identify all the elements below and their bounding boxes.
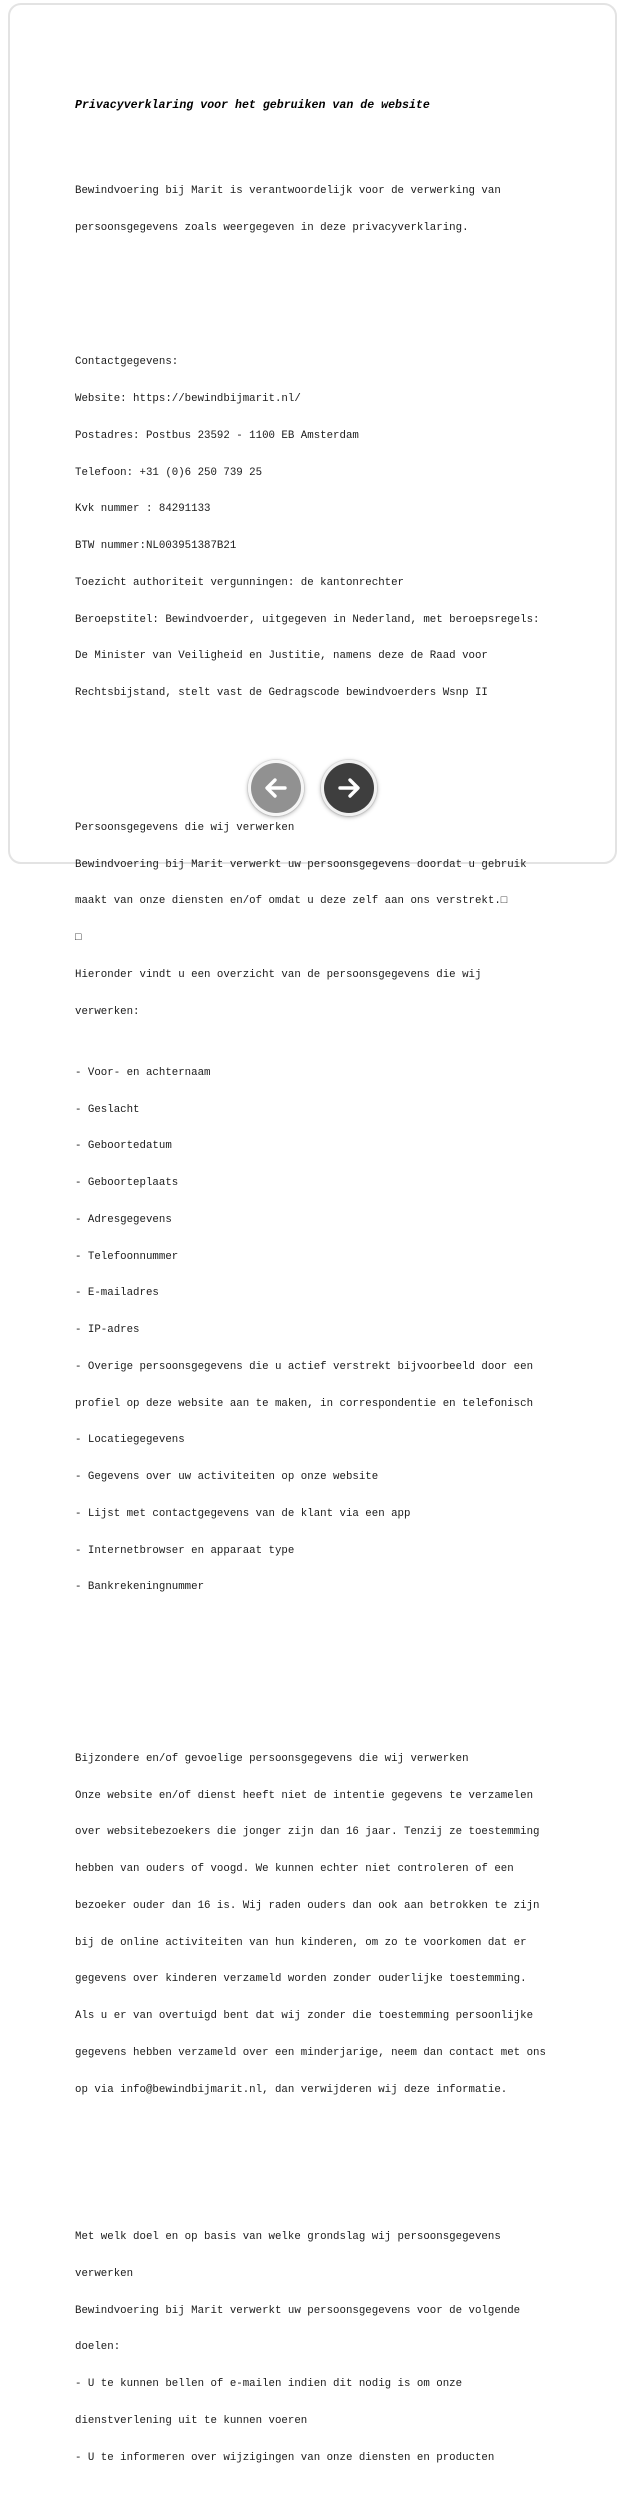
paragraph-line: Bewindvoering bij Marit verwerkt uw persoonsgegevens doordat u gebruik xyxy=(75,858,527,871)
contact-profession: Rechtsbijstand, stelt vast de Gedragscode bewindvoerders Wsnp II xyxy=(75,687,488,699)
list-item: - Locatiegegevens xyxy=(75,1434,185,1447)
paragraph-line: maakt van onze diensten en/of omdat u deze zelf aan ons verstrekt.□ xyxy=(75,895,508,908)
paragraph-line: doelen: xyxy=(75,2341,121,2354)
previous-page-button[interactable] xyxy=(248,760,304,816)
list-item: - Bankrekeningnummer xyxy=(75,1581,205,1594)
spacer xyxy=(75,748,575,760)
arrow-left-icon xyxy=(261,773,291,803)
contact-profession: Beroepstitel: Bewindvoerder, uitgegeven in Nederland, met beroepsregels: xyxy=(75,613,540,626)
paragraph-line: hebben van ouders of voogd. We kunnen echter niet controleren of een xyxy=(75,1863,514,1875)
list-item: profiel op deze website aan te maken, in correspondentie en telefonisch xyxy=(75,1397,534,1410)
arrow-right-icon xyxy=(334,773,364,803)
list-item: - Voor- en achternaam xyxy=(75,1066,211,1079)
paragraph-line: □ xyxy=(75,932,82,944)
contact-website: Website: https://bewindbijmarit.nl/ xyxy=(75,393,301,405)
spacer xyxy=(75,283,575,295)
contact-profession: De Minister van Veiligheid en Justitie, namens deze de Raad voor xyxy=(75,650,488,663)
purposes-section xyxy=(75,2207,575,2489)
spacer xyxy=(75,1667,575,1692)
next-page-button[interactable] xyxy=(321,760,377,816)
paragraph-line: op via info@bewindbijmarit.nl, dan verwijderen wij deze informatie. xyxy=(75,2083,508,2096)
contact-kvk: Kvk nummer : 84291133 xyxy=(75,503,211,516)
list-item: - IP-adres xyxy=(75,1324,140,1336)
paragraph-line: over websitebezoekers die jonger zijn dan 16 jaar. Tenzij ze toestemming xyxy=(75,1826,540,1839)
list-item: dienstverlening uit te kunnen voeren xyxy=(75,2414,308,2427)
intro-section xyxy=(75,160,575,258)
intro-line: Bewindvoering bij Marit is verantwoordelijk voor de verwerking van xyxy=(75,184,501,197)
list-item: - Adresgegevens xyxy=(75,1213,172,1226)
section-heading: verwerken xyxy=(75,2267,134,2280)
list-item: - E-mailadres xyxy=(75,1287,159,1300)
personal-data-section xyxy=(75,797,575,1642)
spacer xyxy=(75,2145,575,2170)
sensitive-data-section xyxy=(75,1728,575,2120)
list-item: - U te kunnen bellen of e-mailen indien dit nodig is om onze xyxy=(75,2378,463,2390)
privacy-document xyxy=(75,74,575,2501)
contact-section xyxy=(75,332,575,724)
list-item: - U te informeren over wijzigingen van onze diensten en producten xyxy=(75,2451,495,2464)
list-item: - Telefoonnummer xyxy=(75,1250,179,1263)
paragraph-line: gegevens over kinderen verzameld worden zonder ouderlijke toestemming. xyxy=(75,1973,527,1986)
paragraph-line: verwerken: xyxy=(75,1005,140,1018)
list-item: - Geboortedatum xyxy=(75,1140,172,1153)
list-item: - Internetbrowser en apparaat type xyxy=(75,1544,295,1557)
personal-data-list xyxy=(75,1042,575,1618)
paragraph-line: gegevens hebben verzameld over een minderjarige, neem dan contact met ons xyxy=(75,2046,546,2059)
section-heading: Persoonsgegevens die wij verwerken xyxy=(75,821,295,834)
paragraph-line: Hieronder vindt u een overzicht van de persoonsgegevens die wij xyxy=(75,968,482,981)
section-heading: Met welk doel en op basis van welke grondslag wij persoonsgegevens xyxy=(75,2231,501,2243)
paragraph-line: Bewindvoering bij Marit verwerkt uw persoonsgegevens voor de volgende xyxy=(75,2304,521,2317)
list-item: - Lijst met contactgegevens van de klant via een app xyxy=(75,1507,411,1520)
contact-address: Postadres: Postbus 23592 - 1100 EB Amsterdam xyxy=(75,429,359,442)
list-item: - Geslacht xyxy=(75,1103,140,1116)
intro-line: persoonsgegevens zoals weergegeven in deze privacyverklaring. xyxy=(75,221,469,234)
section-heading: Bijzondere en/of gevoelige persoonsgegevens die wij verwerken xyxy=(75,1752,469,1765)
list-item: - Overige persoonsgegevens die u actief verstrekt bijvoorbeeld door een xyxy=(75,1360,534,1373)
contact-phone: Telefoon: +31 (0)6 250 739 25 xyxy=(75,466,263,479)
document-title: Privacyverklaring voor het gebruiken van de website xyxy=(75,98,430,112)
list-item: - Geboorteplaats xyxy=(75,1177,179,1189)
paragraph-line: Als u er van overtuigd bent dat wij zonder die toestemming persoonlijke xyxy=(75,2010,534,2022)
contact-supervisor: Toezicht authoriteit vergunningen: de kantonrechter xyxy=(75,576,405,589)
paragraph-line: bij de online activiteiten van hun kinderen, om zo te voorkomen dat er xyxy=(75,1936,527,1949)
contact-btw: BTW nummer:NL003951387B21 xyxy=(75,540,237,552)
contact-heading: Contactgegevens: xyxy=(75,356,179,369)
paragraph-line: bezoeker ouder dan 16 is. Wij raden ouders dan ook aan betrokken te zijn xyxy=(75,1899,540,1912)
paragraph-line: Onze website en/of dienst heeft niet de intentie gegevens te verzamelen xyxy=(75,1789,534,1802)
list-item: - Gegevens over uw activiteiten op onze website xyxy=(75,1471,379,1483)
